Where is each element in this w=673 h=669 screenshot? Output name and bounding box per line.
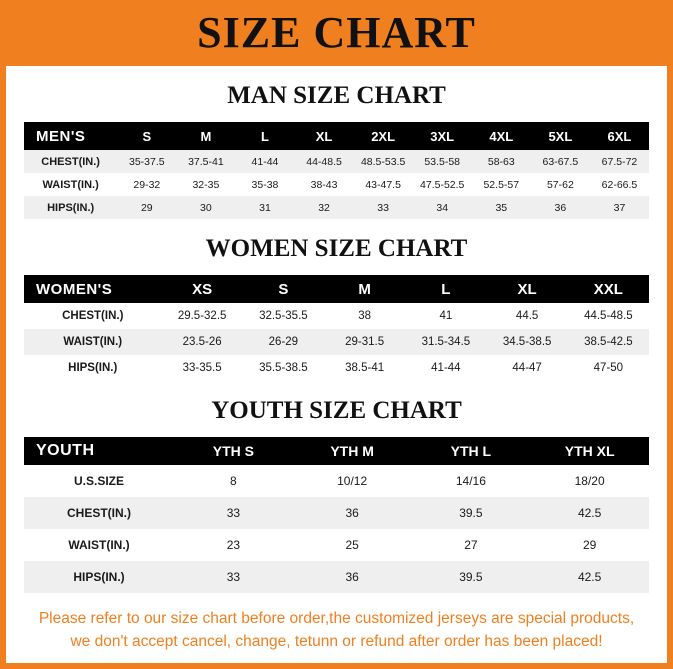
col-header: WOMEN'S [36, 280, 113, 298]
cell: 10/12 [337, 474, 368, 488]
cell: 29 [140, 201, 153, 214]
cell: 23 [226, 538, 241, 552]
cell: 35-37.5 [129, 155, 165, 168]
cell: 44.5 [515, 310, 539, 322]
table-row [24, 529, 649, 561]
col-header: S [142, 128, 152, 144]
cell: 29.5-32.5 [177, 310, 227, 322]
cell: 38-43 [310, 178, 338, 191]
cell: 25 [345, 538, 359, 552]
cell: 8 [230, 474, 237, 488]
cell: 47.5-52.5 [420, 178, 465, 191]
cell: 34 [436, 201, 449, 214]
cell: 34.5-38.5 [502, 336, 552, 348]
cell: 41 [439, 310, 453, 322]
row-header: HIPS(IN.) [47, 201, 95, 214]
cell: 36 [345, 570, 359, 584]
row-header: WAIST(IN.) [42, 178, 99, 191]
cell: 41-44 [431, 362, 461, 374]
col-header: M [358, 280, 371, 298]
cell: 41-44 [251, 155, 279, 168]
col-header: XL [315, 128, 333, 144]
cell: 63-67.5 [542, 155, 579, 168]
col-header: 3XL [430, 128, 455, 144]
cell: 27 [464, 538, 478, 552]
cell: 37.5-41 [188, 155, 224, 168]
cell: 18/20 [574, 474, 605, 488]
cell: 53.5-58 [424, 155, 461, 168]
cell: 67.5-72 [601, 155, 638, 168]
cell: 44-47 [512, 362, 542, 374]
row-header: WAIST(IN.) [68, 538, 130, 552]
cell: 47-50 [593, 362, 624, 374]
row-header: HIPS(IN.) [68, 362, 118, 374]
table-row [24, 561, 649, 593]
cell: 36 [554, 201, 567, 214]
row-header: CHEST(IN.) [67, 506, 131, 520]
table-row [24, 303, 649, 329]
table-row [24, 497, 649, 529]
col-header: XXL [593, 280, 623, 298]
row-header: HIPS(IN.) [73, 570, 125, 584]
cell: 26-29 [268, 336, 299, 348]
table-row [24, 329, 649, 355]
cell: 39.5 [459, 506, 483, 520]
col-header: YOUTH [36, 442, 95, 459]
women-size-table [24, 275, 649, 381]
cell: 32 [318, 201, 330, 214]
cell: 32-35 [192, 178, 220, 191]
cell: 29-32 [133, 178, 161, 191]
cell: 62-66.5 [601, 178, 638, 191]
cell: 43-47.5 [365, 178, 401, 191]
table-header-row [24, 122, 649, 150]
cell: 29-31.5 [345, 336, 385, 348]
cell: 48.5-53.5 [360, 155, 406, 168]
cell: 32.5-35.5 [259, 310, 308, 322]
man-size-table-wrap [6, 122, 667, 219]
section-heading-man: MAN SIZE CHART [227, 82, 446, 109]
table-row [24, 355, 649, 381]
cell: 38.5-41 [345, 362, 385, 374]
cell: 42.5 [577, 570, 602, 584]
cell: 42.5 [577, 506, 602, 520]
section-heading-youth: YOUTH SIZE CHART [211, 397, 462, 424]
cell: 37 [613, 201, 626, 214]
col-header: 5XL [548, 128, 573, 144]
man-size-table [24, 122, 649, 219]
table-row [24, 465, 649, 497]
cell: 23.5-26 [182, 336, 222, 348]
table-row [24, 173, 649, 196]
cell: 33 [226, 570, 241, 584]
cell: 35 [495, 201, 508, 214]
row-header: U.S.SIZE [73, 474, 124, 488]
col-header: YTH S [212, 443, 254, 459]
row-header: CHEST(IN.) [41, 155, 100, 168]
col-header: MEN'S [36, 127, 86, 145]
col-header: YTH L [450, 443, 492, 459]
col-header: M [200, 128, 212, 144]
cell: 52.5-57 [483, 178, 520, 191]
col-header: L [441, 280, 451, 298]
col-header: L [261, 128, 269, 144]
cell: 44-48.5 [306, 155, 342, 168]
youth-size-table [24, 437, 649, 593]
cell: 44.5-48.5 [584, 310, 633, 322]
cell: 29 [582, 538, 597, 552]
cell: 31 [259, 201, 271, 214]
col-header: 6XL [607, 128, 632, 144]
cell: 31.5-34.5 [421, 336, 471, 348]
cell: 38 [358, 310, 372, 322]
col-header: S [278, 280, 289, 298]
table-row [24, 196, 649, 219]
col-header: YTH XL [564, 443, 615, 459]
cell: 30 [200, 201, 212, 214]
page-title: SIZE CHART [197, 8, 476, 57]
cell: 35.5-38.5 [259, 362, 308, 374]
table-header-row [24, 275, 649, 303]
table-row [24, 150, 649, 173]
cell: 33 [226, 506, 241, 520]
col-header: XS [192, 280, 213, 298]
table-header-row [24, 437, 649, 465]
footer-note [6, 593, 667, 654]
bottom-accent-bar [0, 663, 673, 669]
cell: 57-62 [546, 178, 574, 191]
cell: 39.5 [459, 570, 483, 584]
page-banner [0, 0, 673, 66]
women-size-table-wrap [6, 275, 667, 381]
col-header: 2XL [371, 128, 396, 144]
section-heading-women: WOMEN SIZE CHART [205, 235, 468, 262]
cell: 33-35.5 [182, 362, 222, 374]
row-header: CHEST(IN.) [62, 310, 124, 322]
cell: 14/16 [455, 474, 486, 488]
cell: 36 [345, 506, 359, 520]
col-header: 4XL [489, 128, 514, 144]
col-header: XL [517, 280, 537, 298]
col-header: YTH M [330, 443, 374, 459]
cell: 38.5-42.5 [584, 336, 633, 348]
youth-size-table-wrap [6, 437, 667, 593]
cell: 33 [377, 201, 389, 214]
row-header: WAIST(IN.) [63, 336, 123, 348]
footer-note-line-1: Please refer to our size chart before order,the customized jerseys are special products, [38, 610, 635, 627]
footer-note-line-2: we don't accept cancel, change, tetunn or refund after order has been placed! [70, 633, 603, 651]
cell: 35-38 [251, 178, 279, 191]
cell: 58-63 [487, 155, 515, 168]
